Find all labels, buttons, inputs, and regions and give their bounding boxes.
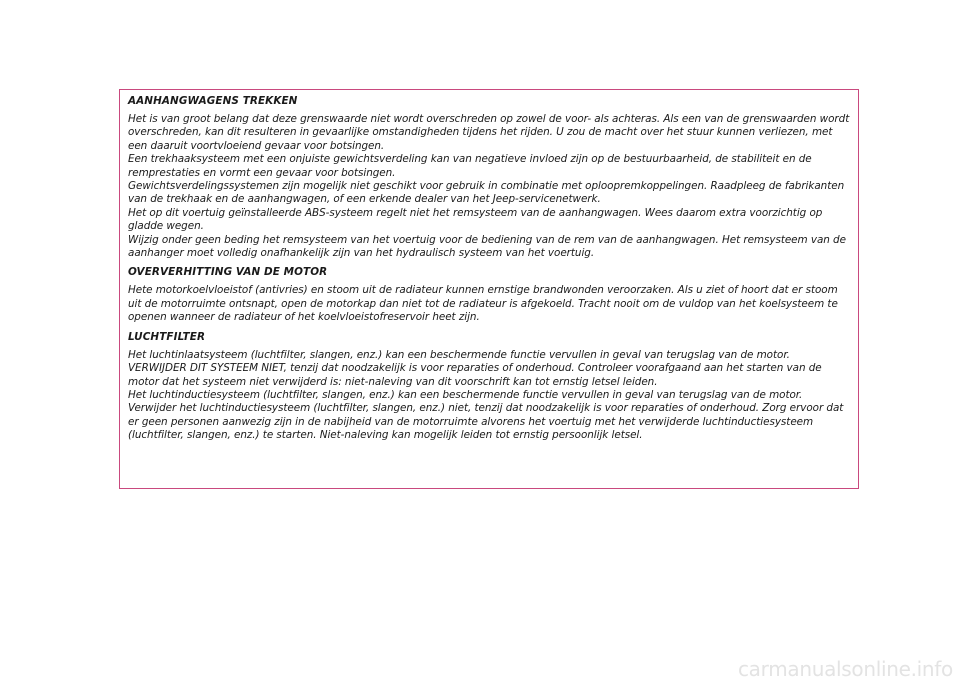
section-trailer-towing [128,95,850,260]
section-title: AANHANGWAGENS TREKKEN [128,95,298,107]
paragraph: Een trekhaaksysteem met een onjuiste gewichtsverdeling kan van negatieve invloed zijn op de bestuurbaarheid, de stabiliteit en de remprestaties en vormt een gevaar voor botsingen. [128,153,812,179]
paragraph: Wijzig onder geen beding het remsysteem van het voertuig voor de bediening van de rem van de aanhangwagen. Het remsysteem van de aanhanger moet volledig onafhankelijk zijn van het hydraulisch systeem van het voertuig. [128,233,846,260]
paragraph: Hete motorkoelvloeistof (antivries) en stoom uit de radiateur kunnen ernstige brandwonden veroorzaken. Als u ziet of hoort dat er stoom uit de motorruimte ontsnapt, open de motorkap dan niet tot de radiateur is afgekoeld. Tracht nooit om de vuldop van het koelsysteem te openen wanneer de radiateur of het koelvloeistofreservoir heet zijn. [128,284,838,324]
section-air-filter [128,331,850,443]
paragraph: Het luchtinlaatsysteem (luchtfilter, slangen, enz.) kan een beschermende functie vervullen in geval van terugslag van de motor. VERWIJDER DIT SYSTEEM NIET, tenzij dat noodzakelijk is voor reparaties of onderhoud. Controleer voorafgaand aan het starten van de motor dat het systeem niet verwijderd is: niet-naleving van dit voorschrift kan tot ernstig letsel leiden. [128,348,822,388]
section-engine-overheating [128,266,850,324]
paragraph: Het op dit voertuig geïnstalleerde ABS-systeem regelt niet het remsysteem van de aanhangwagen. Wees daarom extra voorzichtig op gladde wegen. [128,206,823,233]
paragraph: Het is van groot belang dat deze grenswaarde niet wordt overschreden op zowel de voor- als achteras. Als een van de grenswaarden wordt overschreden, kan dit resulteren in gevaarlijke omstandigheden tijdens het rijden. U zou de macht over het stuur kunnen verliezen, met een daaruit voortvloeiend gevaar voor botsingen. [128,113,850,152]
section-title: LUCHTFILTER [128,330,206,343]
paragraph: Het luchtinductiesysteem (luchtfilter, slangen, enz.) kan een beschermende functie vervullen in geval van terugslag van de motor. Verwijder het luchtinductiesysteem (luchtfilter, slangen, enz.) niet, tenzij dat noodzakelijk is voor reparaties of onderhoud. Zorg ervoor dat er geen personen aanwezig zijn in de nabijheid van de motorruimte alvorens het voertuig met het verwijderde luchtinductiesysteem (luchtfilter, slangen, enz.) te starten. Niet-naleving kan mogelijk leiden tot ernstig persoonlijk letsel. [128,388,844,442]
paragraph: Gewichtsverdelingssystemen zijn mogelijk niet geschikt voor gebruik in combinatie met oploopremkoppelingen. Raadpleeg de fabrikanten van de trekhaak en de aanhangwagen, of een erkende dealer van het Jeep-servicenetwerk. [128,180,845,206]
watermark-text: carmanualsonline.info [737,657,953,681]
section-title: OVERVERHITTING VAN DE MOTOR [128,266,328,279]
warning-box [119,89,859,489]
